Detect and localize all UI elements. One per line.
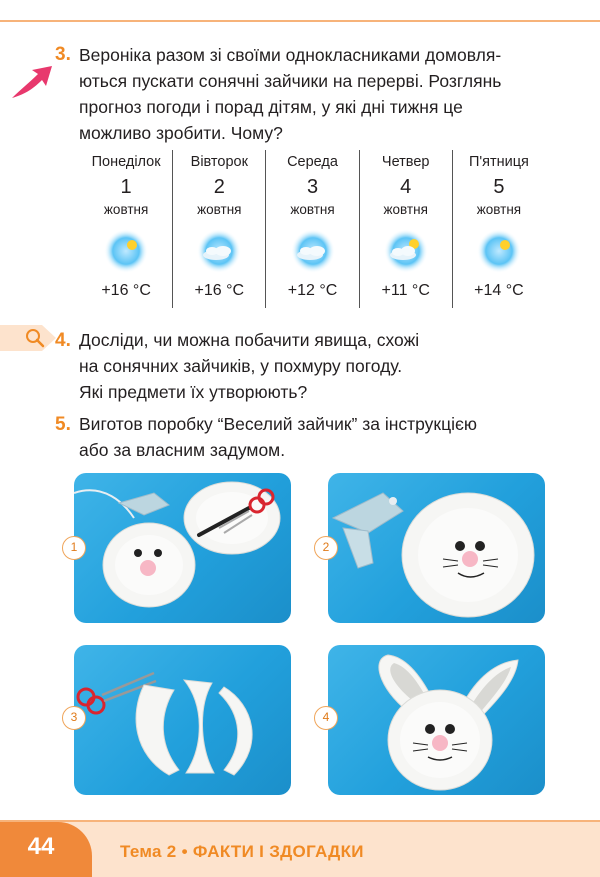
day-name: Середа (287, 154, 338, 170)
forecast-day-monday (80, 150, 172, 308)
topic-prefix: Тема 2 • (120, 842, 188, 861)
day-name: Четвер (381, 154, 430, 170)
task-4-line: Які предмети їх утворюють? (79, 382, 308, 402)
topic-title: ФАКТИ І ЗДОГАДКИ (192, 842, 364, 861)
day-temperature: +12 °C (287, 282, 338, 299)
task-3-text (79, 42, 579, 146)
arrow-icon (8, 60, 54, 104)
task-3-number: 3. (55, 44, 71, 65)
day-name: П'ятниця (468, 154, 529, 170)
task-4-number: 4. (55, 330, 71, 351)
page-number: 44 (27, 833, 55, 860)
day-temperature: +11 °C (381, 282, 430, 299)
day-date: 2 (213, 176, 225, 198)
task-3-line: можливо зробити. Чому? (79, 123, 283, 143)
day-month: жовтня (290, 202, 335, 217)
forecast-day-wednesday (265, 150, 358, 308)
day-month: жовтня (103, 202, 149, 217)
day-temperature: +14 °C (474, 282, 524, 299)
footer-topic (120, 842, 364, 862)
task-4-text (79, 327, 559, 405)
weather-forecast (80, 150, 545, 308)
cloudy-icon (173, 224, 265, 278)
task-3-line: Вероніка разом зі своїми однокласниками домовля- (79, 45, 502, 65)
step-3-photo (74, 645, 291, 795)
step-3-badge: 3 (62, 706, 86, 730)
forecast-day-friday (452, 150, 545, 308)
cloudy-icon (266, 224, 358, 278)
task-5-text (79, 411, 579, 463)
day-temperature: +16 °C (101, 282, 151, 299)
forecast-day-thursday (359, 150, 452, 308)
day-name: Вівторок (190, 154, 248, 170)
step-4-photo (328, 645, 545, 795)
day-date: 1 (120, 176, 132, 198)
day-date: 5 (493, 176, 505, 198)
day-date: 4 (400, 176, 412, 198)
sun-icon (80, 224, 172, 278)
forecast-day-tuesday (172, 150, 265, 308)
day-month: жовтня (197, 202, 242, 217)
sun-icon (453, 224, 545, 278)
step-1-photo (74, 473, 291, 623)
task-5-line: або за власним задумом. (79, 440, 286, 460)
task-5-line: Виготов поробку “Веселий зайчик” за інструкцією (79, 414, 478, 434)
step-1-badge: 1 (62, 536, 86, 560)
task-3-line: прогноз погоди і порад дітям, у які дні тижня це (79, 97, 463, 117)
partly-cloudy-icon (360, 224, 452, 278)
step-4-badge: 4 (314, 706, 338, 730)
task-3-line: ються пускати сонячні зайчики на перерві. Розглянь (79, 71, 502, 91)
task-4-line: Досліди, чи можна побачити явища, схожі (79, 330, 420, 350)
top-divider (0, 20, 600, 22)
task-5-number: 5. (55, 414, 71, 435)
day-name: Понеділок (91, 154, 161, 170)
day-date: 3 (306, 176, 319, 198)
step-2-photo (328, 473, 545, 623)
magnifier-icon (0, 325, 60, 351)
day-month: жовтня (476, 202, 522, 217)
day-month: жовтня (383, 202, 428, 217)
task-4-line: на сонячних зайчиків, у похмуру погоду. (79, 356, 403, 376)
day-temperature: +16 °C (194, 282, 245, 299)
step-2-badge: 2 (314, 536, 338, 560)
